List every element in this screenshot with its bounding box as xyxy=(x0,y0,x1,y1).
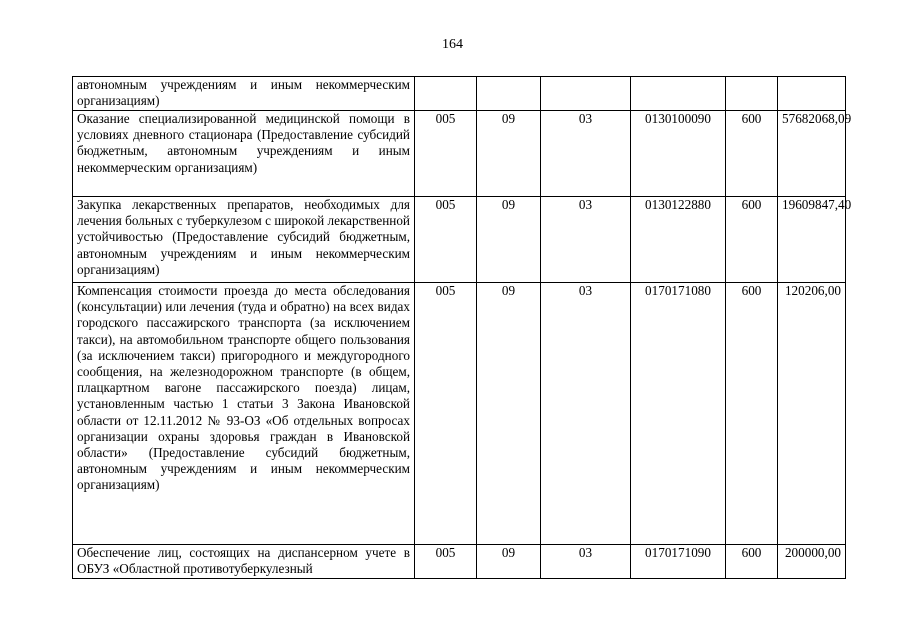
table-row xyxy=(73,197,846,283)
section-code: 09 xyxy=(477,111,541,197)
row-description: Закупка лекарственных препаратов, необходимых для лечения больных с туберкулезом с широкой лекарственной устойчивостью (Предоставление субсидий бюджетным, автономным учреждениям и иным некоммерческим организациям) xyxy=(73,197,415,283)
row-description: автономным учреждениям и иным некоммерческим организациям) xyxy=(73,77,415,111)
subsection-code: 03 xyxy=(541,111,631,197)
amount: 57682068,09 xyxy=(778,111,846,197)
target-article-code: 0170171080 xyxy=(631,283,726,545)
amount xyxy=(778,77,846,111)
section-code: 09 xyxy=(477,197,541,283)
ministry-code xyxy=(415,77,477,111)
amount: 120206,00 xyxy=(778,283,846,545)
table-row xyxy=(73,283,846,545)
section-code xyxy=(477,77,541,111)
ministry-code: 005 xyxy=(415,197,477,283)
section-code: 09 xyxy=(477,545,541,579)
row-description-text: Обеспечение лиц, состоящих на диспансерном учете в ОБУЗ «Областной противотуберкулезный xyxy=(77,545,410,577)
expense-type-code: 600 xyxy=(726,545,778,579)
row-description xyxy=(73,545,415,579)
amount: 200000,00 xyxy=(778,545,846,579)
ministry-code: 005 xyxy=(415,545,477,579)
expense-type-code: 600 xyxy=(726,111,778,197)
subsection-code: 03 xyxy=(541,197,631,283)
target-article-code: 0130100090 xyxy=(631,111,726,197)
table-row xyxy=(73,545,846,579)
row-description: Оказание специализированной медицинской помощи в условиях дневного стационара (Предоставление субсидий бюджетным, автономным учреждениям и иным некоммерческим организациям) xyxy=(73,111,415,197)
budget-table xyxy=(72,76,852,579)
table-row xyxy=(73,111,846,197)
subsection-code: 03 xyxy=(541,283,631,545)
expense-type-code: 600 xyxy=(726,197,778,283)
expense-type-code: 600 xyxy=(726,283,778,545)
expense-type-code xyxy=(726,77,778,111)
row-description: Компенсация стоимости проезда до места обследования (консультации) или лечения (туда и обратно) на всех видах городского пассажирского транспорта (за исключением такси), на автомобильном транспорте общего пользования (за исключением такси) пригородного и междугородного сообщения, на железнодорожном транспорте (в общем, плацкартном вагоне пассажирского поезда) лицам, установленным частью 1 статьи 3 Закона Ивановской области от 12.11.2012 № 93-ОЗ «Об отдельных вопросах организации охраны здоровья граждан в Ивановской области» (Предоставление субсидий бюджетным, автономным учреждениям и иным некоммерческим организациям) xyxy=(73,283,415,545)
section-code: 09 xyxy=(477,283,541,545)
target-article-code xyxy=(631,77,726,111)
ministry-code: 005 xyxy=(415,283,477,545)
ministry-code: 005 xyxy=(415,111,477,197)
target-article-code: 0130122880 xyxy=(631,197,726,283)
target-article-code: 0170171090 xyxy=(631,545,726,579)
table-row xyxy=(73,77,846,111)
subsection-code: 03 xyxy=(541,545,631,579)
amount: 19609847,40 xyxy=(778,197,846,283)
page-number: 164 xyxy=(442,37,463,52)
subsection-code xyxy=(541,77,631,111)
